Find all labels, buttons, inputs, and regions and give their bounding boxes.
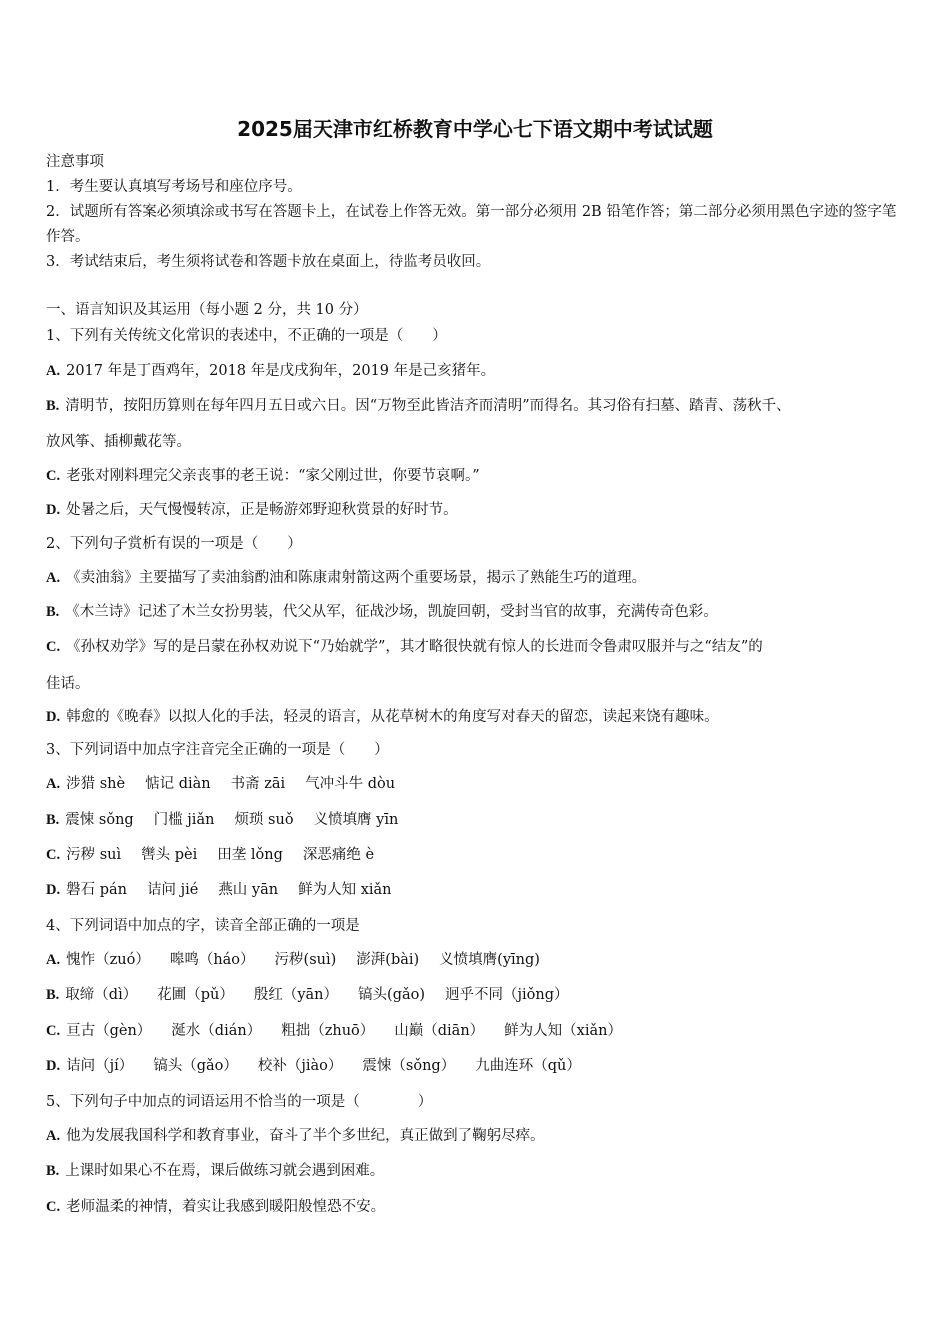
question-2-option-b: B. 《木兰诗》记述了木兰女扮男装，代父从军，征战沙场，凯旋回朝，受封当官的故事，充满传奇色彩。 <box>46 604 718 620</box>
question-3-option-c: C. 污秽 suì 辔头 pèi 田垄 lǒng 深恶痛绝 è <box>46 847 375 863</box>
question-5-option-b: B. 上课时如果心不在焉，课后做练习就会遇到困难。 <box>46 1163 385 1179</box>
question-4-option-b: B. 取缔（dì） 花圃（pǔ） 殷红（yān） 镐头(gǎo) 迥乎不同（jiǒng） <box>46 987 569 1003</box>
question-1-option-a: A. 2017 年是丁酉鸡年，2018 年是戊戌狗年，2019 年是己亥猪年。 <box>46 363 496 379</box>
notice-item-3: 3．考试结束后，考生须将试卷和答题卡放在桌面上，待监考员收回。 <box>46 254 491 270</box>
question-4-stem: 4、下列词语中加点的字，读音全部正确的一项是 <box>46 918 360 934</box>
notice-heading: 注意事项 <box>46 154 104 170</box>
question-5-option-c: C. 老师温柔的神情，着实让我感到暖阳般惶恐不安。 <box>46 1199 386 1215</box>
question-2-option-c: C. 《孙权劝学》写的是吕蒙在孙权劝说下“乃始就学”，其才略很快就有惊人的长进而令鲁肃叹服并与之“结友”的 <box>46 639 763 655</box>
notice-item-1: 1．考生要认真填写考场号和座位序号。 <box>46 179 302 195</box>
question-1-option-b: B. 清明节，按阳历算则在每年四月五日或六日。因“万物至此皆洁齐而清明”而得名。其习俗有扫墓、踏青、荡秋千、 <box>46 398 791 414</box>
question-3-option-a: A. 涉猎 shè 惦记 diàn 书斋 zāi 气冲斗牛 dòu <box>46 776 396 792</box>
question-4-option-c: C. 亘古（gèn） 涎水（dián） 粗拙（zhuō） 山巅（diān） 鲜为人知（xiǎn） <box>46 1023 622 1039</box>
question-4-option-a: A. 愧怍（zuó） 嗥鸣（háo） 污秽(suì) 澎湃(bài) 义愤填膺(yīng) <box>46 952 540 968</box>
question-1-stem: 1、下列有关传统文化常识的表述中，不正确的一项是（ ） <box>46 328 447 344</box>
question-1-option-c: C. 老张对刚料理完父亲丧事的老王说：“家父刚过世，你要节哀啊。” <box>46 468 480 484</box>
question-3-stem: 3、下列词语中加点字注音完全正确的一项是（ ） <box>46 742 389 758</box>
question-5-stem: 5、下列句子中加点的词语运用不恰当的一项是（ ） <box>46 1094 433 1110</box>
question-2-option-d: D. 韩愈的《晚春》以拟人化的手法，轻灵的语言，从花草树木的角度写对春天的留恋，读起来饶有趣味。 <box>46 709 719 725</box>
question-2-stem: 2、下列句子赏析有误的一项是（ ） <box>46 536 302 552</box>
question-2-option-c-cont: 佳话。 <box>46 676 90 692</box>
question-1-option-b-cont: 放风筝、插柳戴花等。 <box>46 434 191 450</box>
notice-item-2: 2．试题所有答案必须填涂或书写在答题卡上，在试卷上作答无效。第一部分必须用 2B 铅笔作答；第二部分必须用黑色字迹的签字笔作答。 <box>46 204 897 245</box>
section-heading: 一、语言知识及其运用（每小题 2 分，共 10 分） <box>46 302 368 318</box>
question-5-option-a: A. 他为发展我国科学和教育事业，奋斗了半个多世纪，真正做到了鞠躬尽瘁。 <box>46 1128 545 1144</box>
question-3-option-d: D. 磐石 pán 诘问 jié 燕山 yān 鲜为人知 xiǎn <box>46 882 392 898</box>
question-1-option-d: D. 处暑之后，天气慢慢转凉，正是畅游郊野迎秋赏景的好时节。 <box>46 502 458 518</box>
question-4-option-d: D. 诘问（jí） 镐头（gǎo） 校补（jiào） 震悚（sǒng） 九曲连环（qǔ） <box>46 1058 581 1074</box>
page-title: 2025届天津市红桥教育中学心七下语文期中考试试题 <box>237 117 713 141</box>
question-3-option-b: B. 震悚 sǒng 门槛 jiǎn 烦琐 suǒ 义愤填膺 yīn <box>46 812 399 828</box>
question-2-option-a: A. 《卖油翁》主要描写了卖油翁酌油和陈康肃射箭这两个重要场景，揭示了熟能生巧的道理。 <box>46 570 647 586</box>
